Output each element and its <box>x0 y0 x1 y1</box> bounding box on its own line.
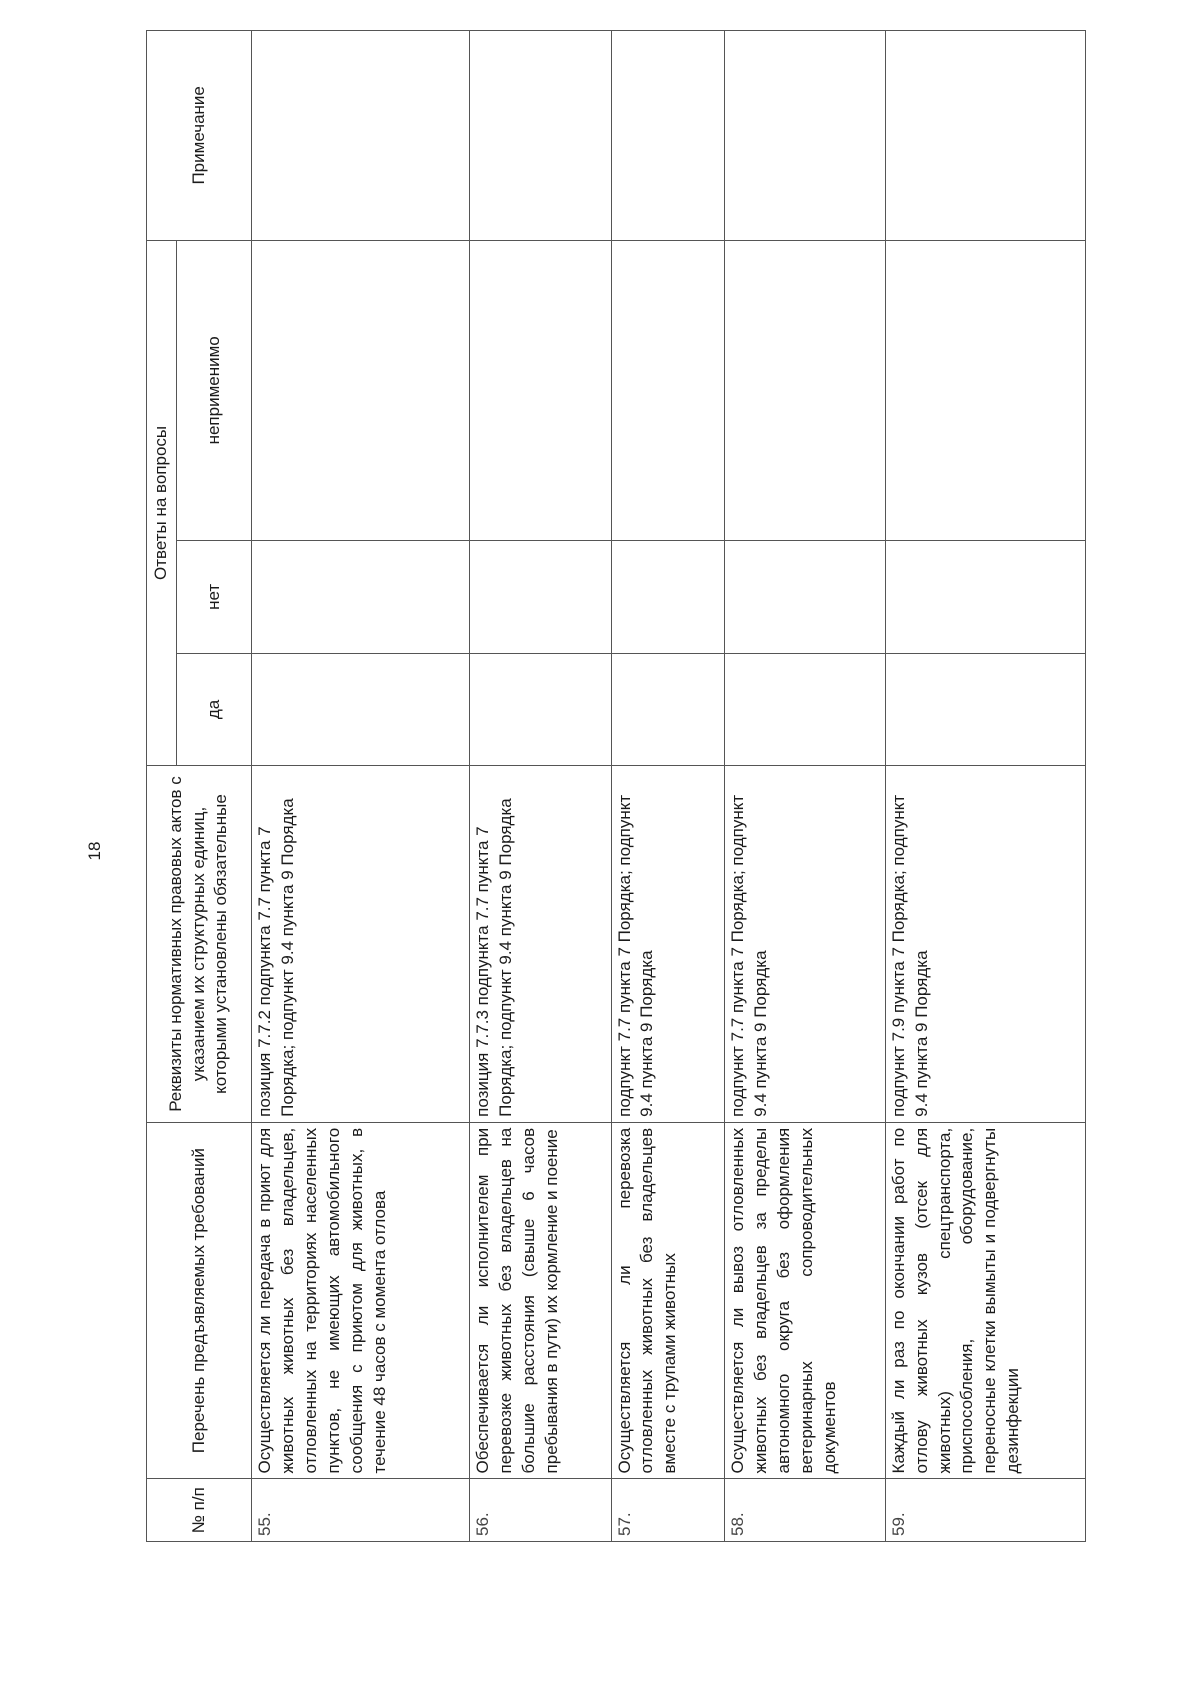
requirement-text: Осуществляется ли перевозка отловленных животных без владельцев вместе с трупами животных <box>611 1122 725 1479</box>
table-row <box>725 31 885 1542</box>
header-no: нет <box>177 541 252 654</box>
header-legal-acts: Реквизиты нормативных правовых актов с указанием их структурных единиц, которыми установлены обязательные <box>147 766 252 1123</box>
answer-not-applicable-cell[interactable] <box>470 240 611 540</box>
header-answers: Ответы на вопросы <box>147 240 177 766</box>
row-number: 55. <box>252 1479 470 1542</box>
answer-yes-cell[interactable] <box>470 653 611 766</box>
answer-not-applicable-cell[interactable] <box>725 240 885 540</box>
answer-no-cell[interactable] <box>725 541 885 654</box>
note-cell[interactable] <box>252 31 470 241</box>
answer-not-applicable-cell[interactable] <box>252 240 470 540</box>
header-not-applicable: неприменимо <box>177 240 252 540</box>
answer-not-applicable-cell[interactable] <box>885 240 1085 540</box>
table-header <box>147 31 252 1542</box>
answer-no-cell[interactable] <box>470 541 611 654</box>
header-number: № п/п <box>147 1479 252 1542</box>
legal-acts-text: подпункт 7.7 пункта 7 Порядка; подпункт 9.4 пункта 9 Порядка <box>725 766 885 1123</box>
header-requirements: Перечень предъявляемых требований <box>147 1122 252 1479</box>
answer-no-cell[interactable] <box>885 541 1085 654</box>
answer-no-cell[interactable] <box>252 541 470 654</box>
answer-yes-cell[interactable] <box>252 653 470 766</box>
legal-acts-text: позиция 7.7.3 подпункта 7.7 пункта 7 Порядка; подпункт 9.4 пункта 9 Порядка <box>470 766 611 1123</box>
answer-yes-cell[interactable] <box>611 653 725 766</box>
row-number: 57. <box>611 1479 725 1542</box>
table-row <box>252 31 470 1542</box>
table-row <box>470 31 611 1542</box>
row-number: 59. <box>885 1479 1085 1542</box>
table-body <box>252 31 1086 1542</box>
answer-yes-cell[interactable] <box>725 653 885 766</box>
answer-no-cell[interactable] <box>611 541 725 654</box>
answer-not-applicable-cell[interactable] <box>611 240 725 540</box>
header-yes: да <box>177 653 252 766</box>
note-cell[interactable] <box>885 31 1085 241</box>
requirement-text: Осуществляется ли вывоз отловленных животных без владельцев за пределы автономного округа без оформления ветеринарных сопроводительных документов <box>725 1122 885 1479</box>
page-number: 18 <box>85 841 104 861</box>
note-cell[interactable] <box>470 31 611 241</box>
requirement-text: Каждый ли раз по окончании работ по отлову животных кузов (отсек для животных) спецтранспорта, приспособления, оборудование, переносные клетки вымыты и подвергнуты дезинфекции <box>885 1122 1085 1479</box>
legal-acts-text: подпункт 7.9 пункта 7 Порядка; подпункт 9.4 пункта 9 Порядка <box>885 766 1085 1123</box>
header-note: Примечание <box>147 31 252 241</box>
requirements-table <box>146 30 1086 1542</box>
legal-acts-text: позиция 7.7.2 подпункта 7.7 пункта 7 Порядка; подпункт 9.4 пункта 9 Порядка <box>252 766 470 1123</box>
table-row <box>611 31 725 1542</box>
requirement-text: Обеспечивается ли исполнителем при перевозке животных без владельцев на большие расстояния (свыше 6 часов пребывания в пути) их кормление и поение <box>470 1122 611 1479</box>
row-number: 58. <box>725 1479 885 1542</box>
note-cell[interactable] <box>611 31 725 241</box>
requirement-text: Осуществляется ли передача в приют для животных животных без владельцев, отловленных на территориях населенных пунктов, не имеющих автомобильного сообщения с приютом для животных, в течение 48 часов с момента отлова <box>252 1122 470 1479</box>
legal-acts-text: подпункт 7.7 пункта 7 Порядка; подпункт 9.4 пункта 9 Порядка <box>611 766 725 1123</box>
answer-yes-cell[interactable] <box>885 653 1085 766</box>
table-row <box>885 31 1085 1542</box>
note-cell[interactable] <box>725 31 885 241</box>
row-number: 56. <box>470 1479 611 1542</box>
